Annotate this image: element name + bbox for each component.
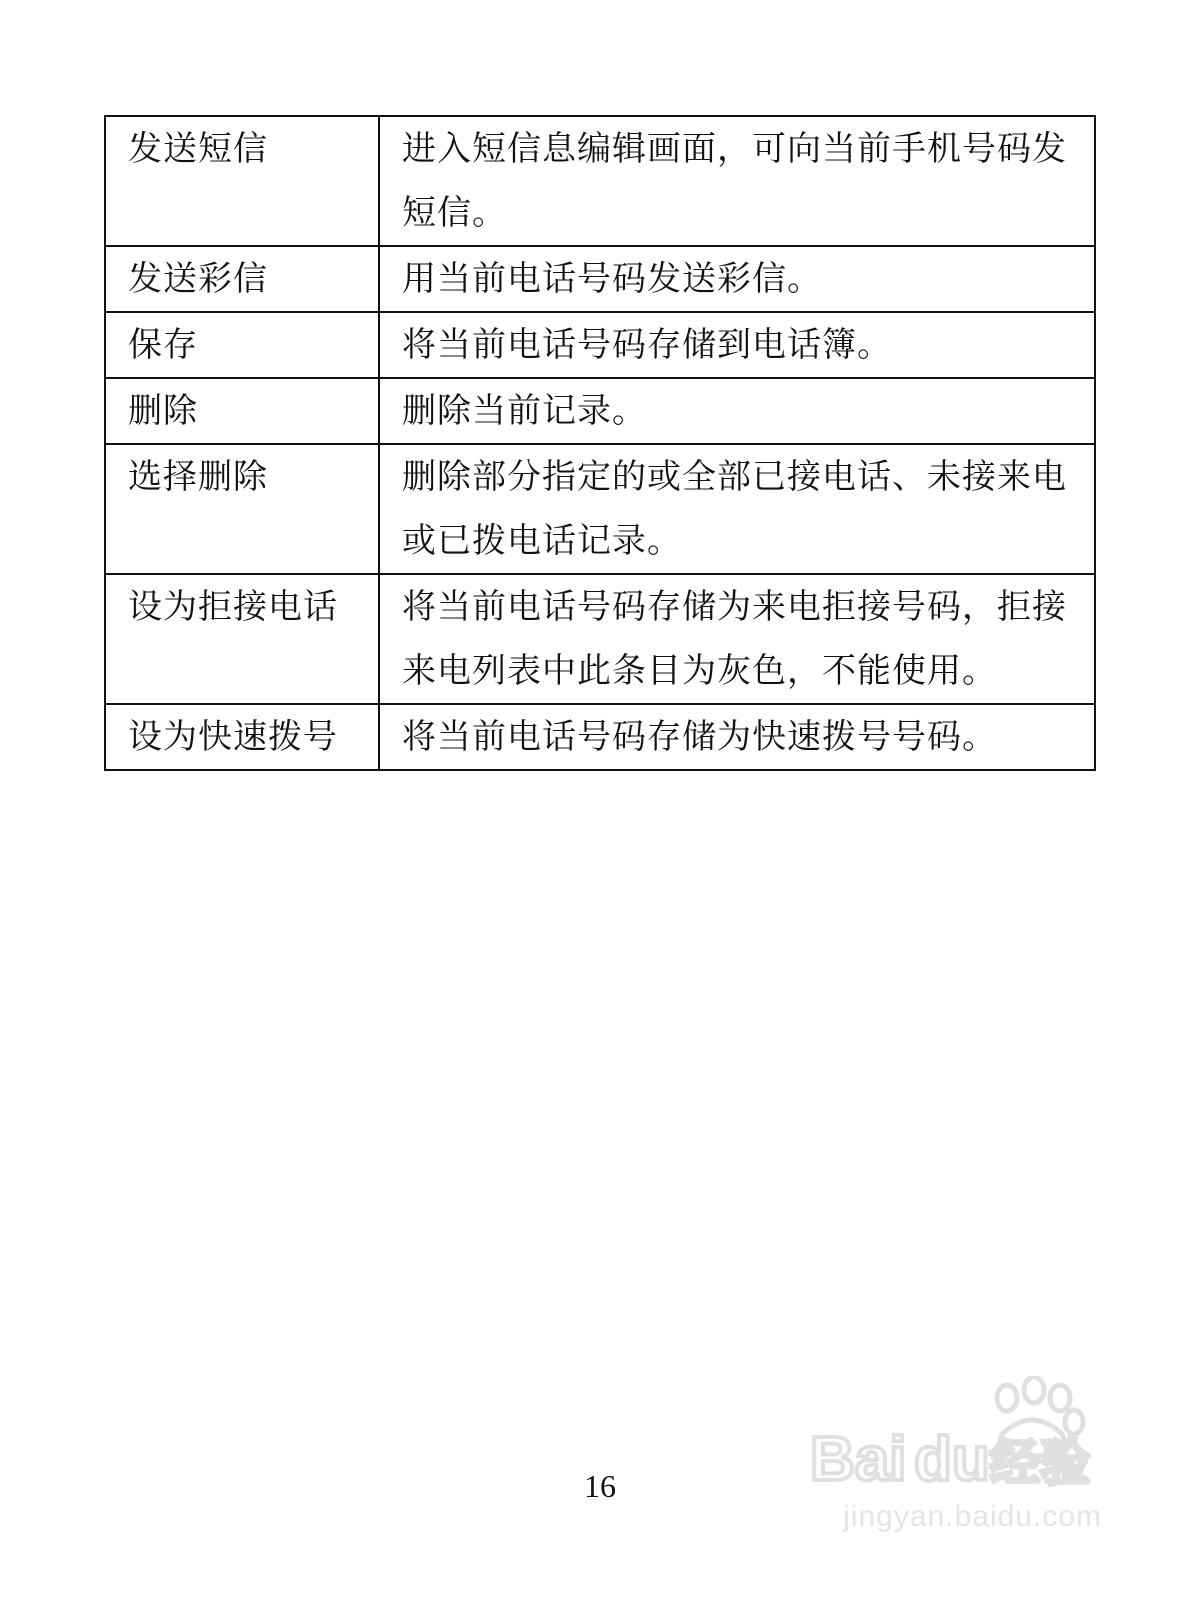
description-cell: 进入短信息编辑画面，可向当前手机号码发短信。 [379,116,1095,246]
table-row [105,378,1095,444]
description-cell: 将当前电话号码存储为来电拒接号码，拒接来电列表中此条目为灰色，不能使用。 [379,574,1095,704]
page-number: 16 [584,1468,616,1504]
option-cell: 保存 [105,312,379,378]
table-row [105,444,1095,574]
description-cell: 将当前电话号码存储为快速拨号号码。 [379,704,1095,770]
option-cell: 设为快速拨号 [105,704,379,770]
description-cell: 将当前电话号码存储到电话簿。 [379,312,1095,378]
option-cell: 发送彩信 [105,246,379,312]
description-cell: 用当前电话号码发送彩信。 [379,246,1095,312]
svg-text:经验: 经验 [990,1434,1090,1492]
menu-options-table [104,115,1096,771]
watermark-url: jingyan.baidu.com [843,1500,1102,1533]
table-row [105,312,1095,378]
table-row [105,116,1095,246]
svg-text:du: du [914,1425,990,1494]
description-cell: 删除当前记录。 [379,378,1095,444]
option-cell: 删除 [105,378,379,444]
table-row [105,246,1095,312]
svg-text:Bai: Bai [810,1425,907,1494]
table-row [105,704,1095,770]
option-cell: 设为拒接电话 [105,574,379,704]
option-cell: 发送短信 [105,116,379,246]
option-cell: 选择删除 [105,444,379,574]
baidu-paw-logo-icon [802,1376,1102,1496]
baidu-jingyan-watermark [802,1376,1102,1556]
table-row [105,574,1095,704]
description-cell: 删除部分指定的或全部已接电话、未接来电或已拨电话记录。 [379,444,1095,574]
